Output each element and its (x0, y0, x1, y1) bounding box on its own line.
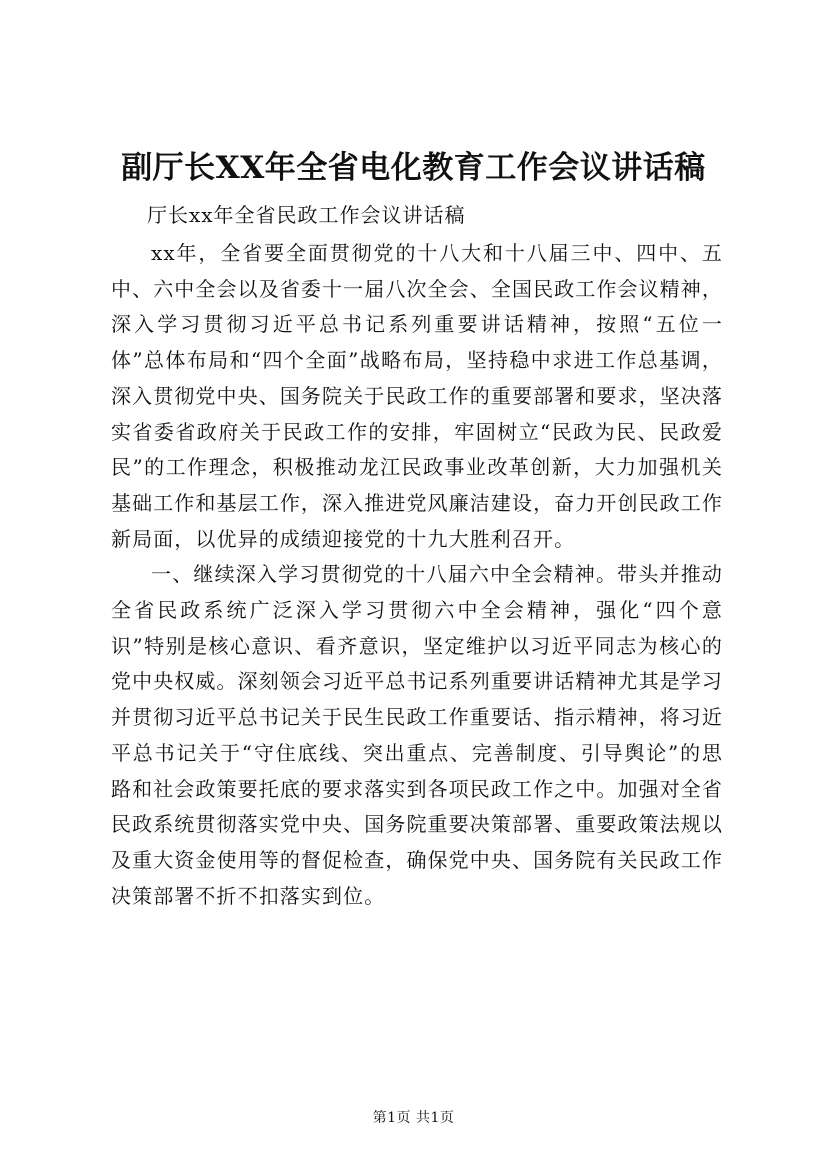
document-title: 副厅长XX年全省电化教育工作会议讲话稿 (121, 150, 706, 186)
body-paragraph-1: xx年，全省要全面贯彻党的十八大和十八届三中、四中、五中、六中全会以及省委十一届八次全会、全国民政工作会议精神，深入学习贯彻习近平总书记系列重要讲话精神，按照“五位一体”总体布局和“四个全面”战略布局，坚持稳中求进工作总基调，深入贯彻党中央、国务院关于民政工作的重要部署和要求，坚决落实省委省政府关于民政工作的安排，牢固树立“民政为民、民政爱民”的工作理念，积极推动龙江民政事业改革创新，大力加强机关基础工作和基层工作，深入推进党风廉洁建设，奋力开创民政工作新局面，以优异的成绩迎接党的十九大胜利召开。 (111, 241, 723, 551)
page-footer: 第1页 共1页 (372, 1110, 455, 1126)
document-body (111, 236, 723, 914)
document-subtitle: 厅长xx年全省民政工作会议讲话稿 (147, 203, 466, 227)
body-paragraph-2: 一、继续深入学习贯彻党的十八届六中全会精神。带头并推动全省民政系统广泛深入学习贯彻六中全会精神，强化“四个意识”特别是核心意识、看齐意识，坚定维护以习近平同志为核心的党中央权威。深刻领会习近平总书记系列重要讲话精神尤其是学习并贯彻习近平总书记关于民生民政工作重要话、指示精神，将习近平总书记关于“守住底线、突出重点、完善制度、引导舆论”的思路和社会政策要托底的要求落实到各项民政工作之中。加强对全省民政系统贯彻落实党中央、国务院重要决策部署、重要政策法规以及重大资金使用等的督促检查，确保党中央、国务院有关民政工作决策部署不折不扣落实到位。 (111, 562, 723, 908)
